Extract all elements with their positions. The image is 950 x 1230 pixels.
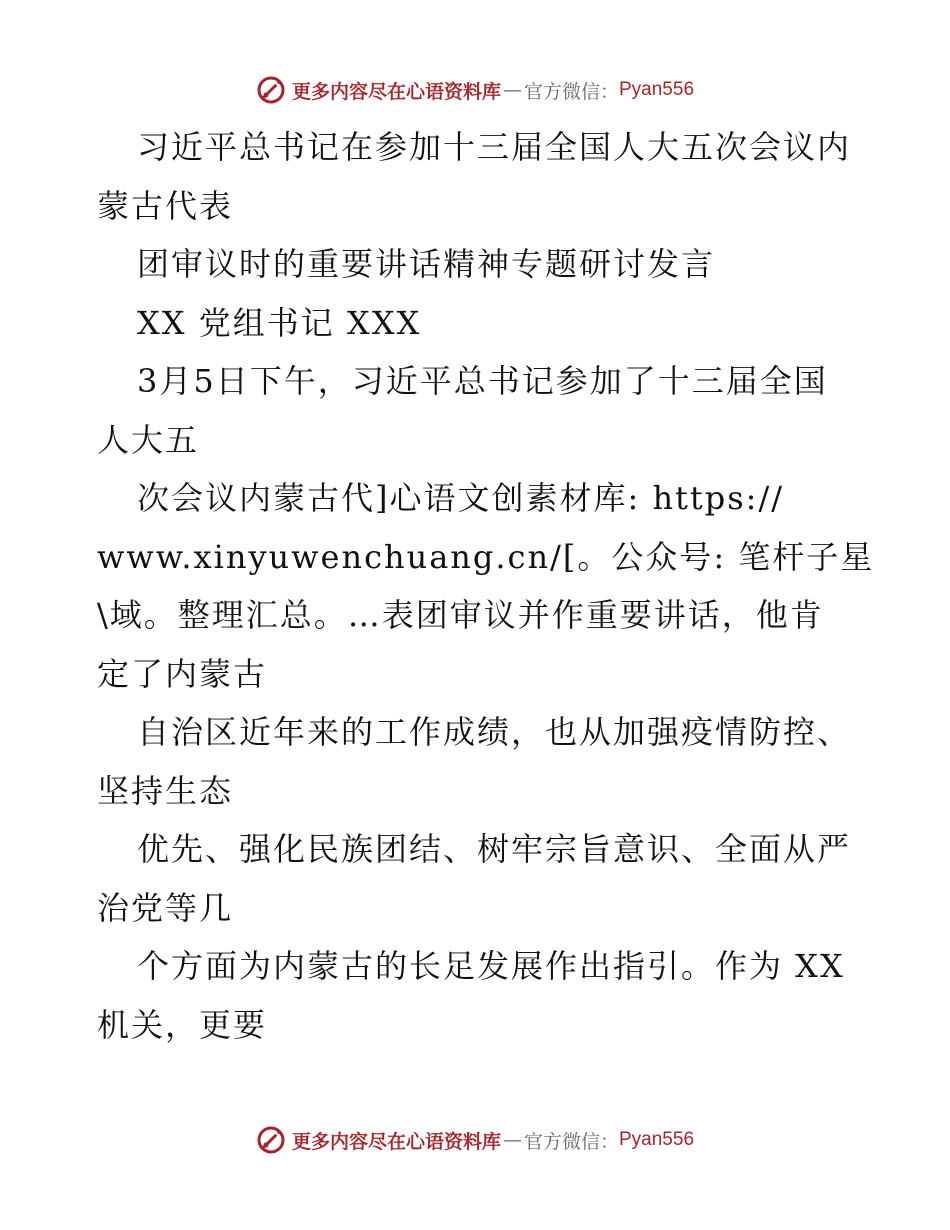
banner-wechat-id: Pyan556 [619,1129,695,1150]
body-line-9: \域。整理汇总。…表团审议并作重要讲话，他肯 [97,596,824,634]
banner-separator: — [502,1129,522,1151]
body-line-2: 蒙古代表 [97,186,234,225]
body-line-6: 人大五 [97,420,200,459]
body-line-12: 坚持生态 [97,771,234,810]
body-line-11: 自治区近年来的工作成绩，也从加强疫情防控、 [137,713,852,751]
banner-official-label: 官方微信： [523,1130,619,1153]
body-line-7: 次会议内蒙古代]心语文创素材库: https:// [137,479,785,517]
header-watermark-banner [0,70,950,110]
banner-separator: — [502,79,522,101]
body-line-13: 优先、强化民族团结、树牢宗旨意识、全面从严 [137,830,852,868]
brush-circle-logo-icon [256,75,286,105]
body-line-1: 习近平总书记在参加十三届全国人大五次会议内 [137,128,852,166]
body-line-4: XX 党组书记 XXX [137,303,422,342]
body-line-16: 机关，更要 [97,1005,268,1044]
body-line-5: 3月5日下午，习近平总书记参加了十三届全国 [137,362,828,400]
banner-official-label: 官方微信： [523,80,619,103]
banner-wechat-id: Pyan556 [619,79,695,100]
banner-brand-text: 更多内容尽在心语资料库 [291,80,501,103]
body-line-14: 治党等几 [97,888,234,927]
body-line-10: 定了内蒙古 [97,654,268,693]
banner-brand-text: 更多内容尽在心语资料库 [291,1130,501,1153]
document-body [97,118,875,1054]
brush-circle-logo-icon [256,1125,286,1155]
body-line-15: 个方面为内蒙古的长足发展作出指引。作为 XX [137,947,845,985]
body-line-3: 团审议时的重要讲话精神专题研讨发言 [137,245,716,283]
footer-watermark-banner [0,1120,950,1160]
body-line-8: www.xinyuwenchuang.cn/[。公众号: 笔杆子星 [97,537,875,576]
